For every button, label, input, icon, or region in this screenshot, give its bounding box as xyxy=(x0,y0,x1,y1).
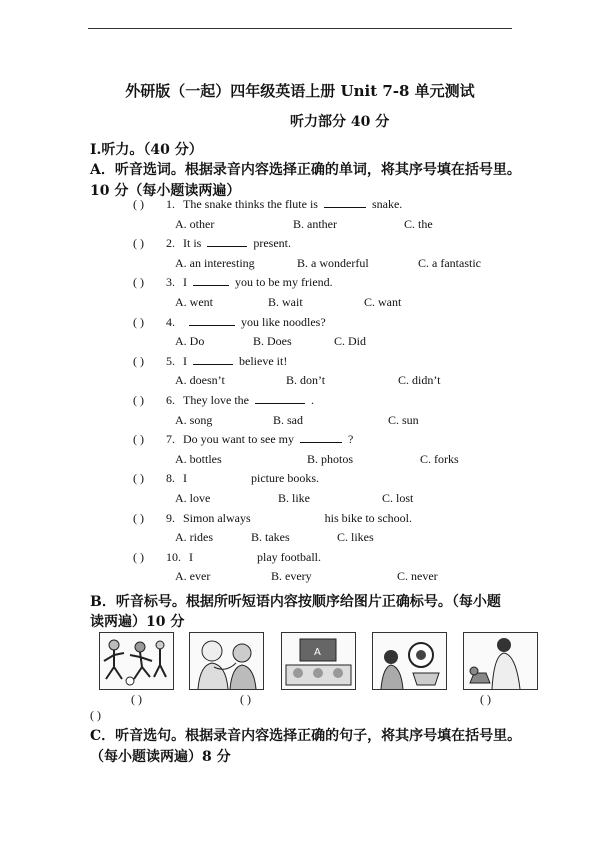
question-text-before: I xyxy=(189,549,193,564)
option-c[interactable]: C. sun xyxy=(388,412,419,427)
option-c[interactable]: C. lost xyxy=(382,490,414,505)
question-number: 6. xyxy=(166,393,175,407)
answer-paren[interactable]: ( ) xyxy=(133,275,144,290)
option-a[interactable]: A. other xyxy=(175,216,215,231)
answer-blank[interactable] xyxy=(199,551,251,561)
question-text-after: ? xyxy=(347,432,354,447)
question-number: 2. xyxy=(166,236,175,251)
option-b[interactable]: B. every xyxy=(271,569,312,584)
question-text-before: I xyxy=(183,471,187,486)
answer-blank[interactable] xyxy=(193,275,229,286)
question-number: 8. xyxy=(166,471,175,486)
option-b[interactable]: B. a wonderful xyxy=(297,255,369,270)
picture-1-answer-paren[interactable]: ( ) xyxy=(131,692,142,706)
woman-with-dog-picture xyxy=(463,632,538,690)
question-text-before: I xyxy=(183,353,187,368)
section-i-heading: I.听力。（40 分） xyxy=(90,142,203,158)
answer-blank[interactable] xyxy=(324,197,366,208)
question-9 xyxy=(166,511,412,526)
top-rule xyxy=(88,28,512,29)
question-text-before: I xyxy=(183,275,187,290)
answer-blank[interactable] xyxy=(300,432,342,443)
answer-paren[interactable]: ( ) xyxy=(133,314,144,329)
answer-paren[interactable]: ( ) xyxy=(133,393,144,407)
answer-paren[interactable]: ( ) xyxy=(133,549,144,564)
question-10 xyxy=(166,550,321,565)
question-text-before: Do you want to see my xyxy=(183,432,294,447)
option-b[interactable]: B. takes xyxy=(251,530,290,545)
answer-paren[interactable]: ( ) xyxy=(133,510,144,525)
answer-blank[interactable] xyxy=(255,393,305,404)
answer-blank[interactable] xyxy=(207,236,247,247)
question-number: 5. xyxy=(166,353,175,368)
question-text-after: present. xyxy=(253,236,291,251)
question-number: 4. xyxy=(166,314,175,329)
children-playing-football-picture xyxy=(99,632,174,690)
question-2 xyxy=(166,236,291,251)
option-a[interactable]: A. song xyxy=(175,412,213,427)
option-b[interactable]: B. anther xyxy=(293,216,337,231)
question-text-before: Simon always xyxy=(183,510,251,525)
section-c-instructions-line2: （每小题读两遍）8 分 xyxy=(90,749,231,765)
svg-text:A: A xyxy=(314,647,321,658)
answer-paren[interactable]: ( ) xyxy=(133,236,144,251)
picture-5-answer-paren[interactable]: ( ) xyxy=(480,692,491,706)
option-a[interactable]: A. doesn’t xyxy=(175,373,225,388)
question-8 xyxy=(166,471,319,486)
option-b[interactable]: B. sad xyxy=(273,412,303,427)
answer-blank[interactable] xyxy=(257,512,319,522)
option-a[interactable]: A. an interesting xyxy=(175,255,255,270)
page-subtitle: 听力部分 40 分 xyxy=(290,114,390,130)
option-a[interactable]: A. love xyxy=(175,490,211,505)
answer-paren[interactable]: ( ) xyxy=(133,471,144,486)
option-a[interactable]: A. bottles xyxy=(175,451,222,466)
option-a[interactable]: A. went xyxy=(175,294,213,309)
question-text-after: his bike to school. xyxy=(324,510,412,525)
option-c[interactable]: C. Did xyxy=(334,334,367,349)
option-c[interactable]: C. the xyxy=(404,216,433,231)
question-text-after: snake. xyxy=(371,197,403,211)
question-text-after: you to be my friend. xyxy=(235,275,333,290)
question-text-before: They love the xyxy=(183,393,249,407)
option-c[interactable]: C. want xyxy=(364,294,402,309)
option-c[interactable]: C. a fantastic xyxy=(418,255,481,270)
option-b[interactable]: B. like xyxy=(278,490,310,505)
question-text-after: picture books. xyxy=(251,471,319,486)
option-b[interactable]: B. photos xyxy=(307,451,354,466)
option-c[interactable]: C. likes xyxy=(337,530,374,545)
page-title: 外研版（一起）四年级英语上册 Unit 7-8 单元测试 xyxy=(125,82,475,100)
question-4 xyxy=(166,315,326,330)
question-7 xyxy=(166,432,353,447)
option-c[interactable]: C. never xyxy=(397,569,438,584)
girl-with-toy-picture xyxy=(372,632,447,690)
answer-blank[interactable] xyxy=(189,315,235,326)
question-number: 7. xyxy=(166,432,175,447)
question-6 xyxy=(166,393,314,408)
option-b[interactable]: B. don’t xyxy=(286,373,326,388)
question-text-before: It is xyxy=(183,236,202,251)
question-number: 1. xyxy=(166,197,175,211)
section-b-instructions-line1: B．听音标号。根据所听短语内容按顺序给图片正确标号。（每小题 xyxy=(90,594,501,610)
question-text-after: play football. xyxy=(257,549,321,564)
question-text-after: you like noodles? xyxy=(241,314,326,329)
question-text-before: The snake thinks the flute is xyxy=(183,197,318,211)
picture-2-answer-paren[interactable]: ( ) xyxy=(240,692,251,706)
section-a-instructions-line1: A．听音选词。根据录音内容选择正确的单词，将其序号填在括号里。 xyxy=(90,162,521,178)
answer-paren[interactable]: ( ) xyxy=(133,432,144,447)
option-a[interactable]: A. Do xyxy=(175,334,205,349)
doctor-and-patient-picture xyxy=(189,632,264,690)
option-c[interactable]: C. didn’t xyxy=(398,373,441,388)
option-a[interactable]: A. rides xyxy=(175,530,213,545)
question-5 xyxy=(166,354,287,369)
option-b[interactable]: B. wait xyxy=(268,294,303,309)
classroom-picture xyxy=(281,632,356,690)
question-text-after: believe it! xyxy=(239,353,288,368)
question-number: 3. xyxy=(166,275,175,290)
option-c[interactable]: C. forks xyxy=(420,451,459,466)
section-c-instructions-line1: C．听音选句。根据录音内容选择正确的句子，将其序号填在括号里。 xyxy=(90,728,522,744)
answer-blank[interactable] xyxy=(193,472,245,482)
question-1 xyxy=(166,197,402,212)
option-a[interactable]: A. ever xyxy=(175,569,211,584)
answer-paren[interactable]: ( ) xyxy=(133,353,144,368)
answer-paren[interactable]: ( ) xyxy=(133,197,144,211)
option-b[interactable]: B. Does xyxy=(253,334,292,349)
answer-blank[interactable] xyxy=(193,354,233,365)
section-a-instructions-line2: 10 分（每小题读两遍） xyxy=(90,183,241,199)
question-number: 10. xyxy=(166,549,181,564)
extra-answer-paren[interactable]: ( ) xyxy=(90,708,101,722)
question-number: 9. xyxy=(166,510,175,525)
question-text-after: . xyxy=(310,393,314,407)
question-3 xyxy=(166,275,333,290)
section-b-instructions-line2: 读两遍）10 分 xyxy=(90,614,185,630)
